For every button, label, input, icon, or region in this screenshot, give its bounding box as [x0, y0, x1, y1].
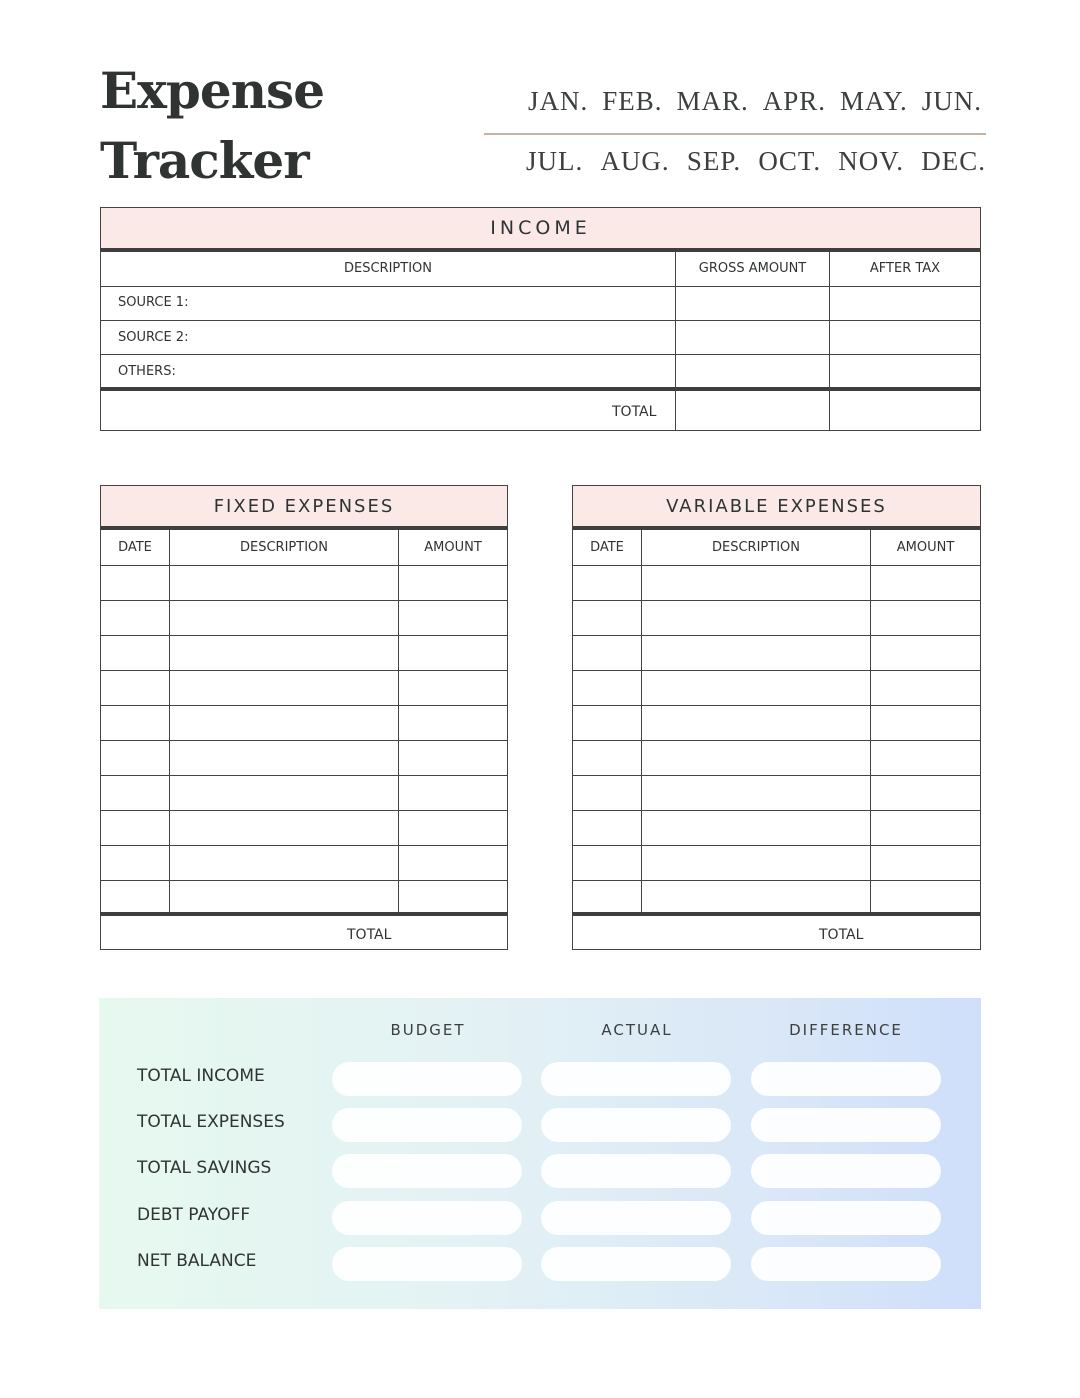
- table-cell[interactable]: [399, 566, 507, 600]
- table-cell[interactable]: [871, 671, 980, 705]
- fixed-col-amount: AMOUNT: [424, 540, 482, 555]
- total-savings-actual-field[interactable]: [541, 1154, 731, 1188]
- net-balance-difference-field[interactable]: [751, 1247, 941, 1281]
- fixed-total-divider: [101, 912, 507, 916]
- table-cell[interactable]: [399, 811, 507, 845]
- table-cell[interactable]: [871, 776, 980, 810]
- income-row-divider: [101, 354, 980, 355]
- table-cell[interactable]: [574, 671, 641, 705]
- summary-row-total-expenses: TOTAL EXPENSES: [137, 1112, 285, 1132]
- month-aug[interactable]: AUG.: [600, 146, 670, 176]
- table-cell[interactable]: [642, 601, 870, 635]
- table-cell[interactable]: [170, 776, 398, 810]
- table-cell[interactable]: [102, 566, 169, 600]
- table-cell[interactable]: [871, 811, 980, 845]
- month-jul[interactable]: JUL.: [526, 146, 584, 176]
- net-balance-budget-field[interactable]: [332, 1247, 522, 1281]
- income-row-source-2: SOURCE 2:: [118, 330, 189, 345]
- table-cell[interactable]: [399, 706, 507, 740]
- income-total-divider: [101, 387, 980, 391]
- table-cell[interactable]: [399, 881, 507, 912]
- income-col-after-tax: AFTER TAX: [869, 261, 941, 276]
- table-cell[interactable]: [170, 706, 398, 740]
- table-cell[interactable]: [170, 566, 398, 600]
- table-cell[interactable]: [574, 846, 641, 880]
- title-line-1: Expense: [100, 61, 325, 120]
- table-cell[interactable]: [102, 636, 169, 670]
- table-cell[interactable]: [642, 706, 870, 740]
- table-cell[interactable]: [170, 636, 398, 670]
- table-cell[interactable]: [399, 601, 507, 635]
- total-expenses-difference-field[interactable]: [751, 1108, 941, 1142]
- table-cell[interactable]: [399, 671, 507, 705]
- income-total-label: TOTAL: [612, 404, 657, 420]
- table-cell[interactable]: [170, 811, 398, 845]
- variable-expenses-heading: VARIABLE EXPENSES: [573, 486, 980, 530]
- table-cell[interactable]: [102, 881, 169, 912]
- income-col-gross: GROSS AMOUNT: [698, 261, 807, 276]
- income-row-source-1: SOURCE 1:: [118, 295, 189, 310]
- table-cell[interactable]: [170, 846, 398, 880]
- page-title: [100, 56, 324, 196]
- total-savings-difference-field[interactable]: [751, 1154, 941, 1188]
- summary-col-actual: ACTUAL: [601, 1021, 673, 1039]
- month-sep[interactable]: SEP.: [686, 146, 742, 176]
- table-cell[interactable]: [574, 741, 641, 775]
- table-cell[interactable]: [170, 601, 398, 635]
- table-cell[interactable]: [871, 846, 980, 880]
- table-cell[interactable]: [642, 776, 870, 810]
- debt-payoff-difference-field[interactable]: [751, 1201, 941, 1235]
- total-income-budget-field[interactable]: [332, 1062, 522, 1096]
- month-row-2: [526, 146, 986, 177]
- table-cell[interactable]: [642, 741, 870, 775]
- income-col-description: DESCRIPTION: [344, 261, 432, 276]
- total-income-actual-field[interactable]: [541, 1062, 731, 1096]
- fixed-col-description: DESCRIPTION: [240, 540, 328, 555]
- summary-col-budget: BUDGET: [390, 1021, 466, 1039]
- debt-payoff-actual-field[interactable]: [541, 1201, 731, 1235]
- table-cell[interactable]: [399, 776, 507, 810]
- table-cell[interactable]: [574, 566, 641, 600]
- summary-row-total-savings: TOTAL SAVINGS: [137, 1158, 272, 1178]
- table-cell[interactable]: [102, 846, 169, 880]
- summary-row-debt-payoff: DEBT PAYOFF: [137, 1205, 251, 1225]
- month-feb[interactable]: FEB.: [602, 86, 663, 116]
- month-row-1: [528, 86, 982, 117]
- income-col-divider: [829, 252, 830, 430]
- month-oct[interactable]: OCT.: [758, 146, 822, 176]
- table-cell[interactable]: [642, 881, 870, 912]
- table-cell[interactable]: [871, 601, 980, 635]
- income-row-divider: [101, 320, 980, 321]
- total-income-difference-field[interactable]: [751, 1062, 941, 1096]
- variable-total-label: TOTAL: [819, 927, 864, 943]
- table-cell[interactable]: [399, 741, 507, 775]
- table-cell[interactable]: [642, 636, 870, 670]
- table-cell[interactable]: [642, 566, 870, 600]
- variable-col-date: DATE: [590, 540, 624, 555]
- table-cell[interactable]: [102, 671, 169, 705]
- table-cell[interactable]: [871, 636, 980, 670]
- month-apr[interactable]: APR.: [762, 86, 826, 116]
- table-cell[interactable]: [642, 671, 870, 705]
- fixed-total-label: TOTAL: [347, 927, 392, 943]
- month-divider: [484, 133, 986, 135]
- table-cell[interactable]: [574, 636, 641, 670]
- variable-total-divider: [573, 912, 980, 916]
- total-expenses-actual-field[interactable]: [541, 1108, 731, 1142]
- table-cell[interactable]: [102, 811, 169, 845]
- fixed-col-date: DATE: [118, 540, 152, 555]
- table-cell[interactable]: [102, 741, 169, 775]
- month-may[interactable]: MAY.: [839, 86, 908, 116]
- income-heading: INCOME: [101, 208, 980, 252]
- table-cell[interactable]: [399, 846, 507, 880]
- variable-col-description: DESCRIPTION: [712, 540, 800, 555]
- table-cell[interactable]: [170, 881, 398, 912]
- net-balance-actual-field[interactable]: [541, 1247, 731, 1281]
- table-cell[interactable]: [574, 811, 641, 845]
- income-row-others: OTHERS:: [118, 364, 176, 379]
- table-cell[interactable]: [399, 636, 507, 670]
- total-expenses-budget-field[interactable]: [332, 1108, 522, 1142]
- month-jan[interactable]: JAN.: [528, 86, 589, 116]
- income-col-divider: [675, 252, 676, 430]
- month-mar[interactable]: MAR.: [676, 86, 749, 116]
- table-cell[interactable]: [170, 741, 398, 775]
- income-row-divider: [101, 286, 980, 287]
- table-cell[interactable]: [642, 811, 870, 845]
- table-cell[interactable]: [102, 601, 169, 635]
- fixed-expenses-heading: FIXED EXPENSES: [101, 486, 507, 530]
- summary-row-net-balance: NET BALANCE: [137, 1251, 257, 1271]
- title-line-2: Tracker: [100, 131, 309, 190]
- table-cell[interactable]: [871, 881, 980, 912]
- table-cell[interactable]: [574, 881, 641, 912]
- debt-payoff-budget-field[interactable]: [332, 1201, 522, 1235]
- table-cell[interactable]: [642, 846, 870, 880]
- variable-col-amount: AMOUNT: [896, 540, 955, 555]
- table-cell[interactable]: [871, 741, 980, 775]
- table-cell[interactable]: [102, 776, 169, 810]
- month-dec[interactable]: DEC.: [921, 146, 986, 176]
- table-cell[interactable]: [574, 601, 641, 635]
- summary-row-total-income: TOTAL INCOME: [137, 1066, 265, 1086]
- table-cell[interactable]: [574, 776, 641, 810]
- table-cell[interactable]: [170, 671, 398, 705]
- month-nov[interactable]: NOV.: [838, 146, 905, 176]
- month-jun[interactable]: JUN.: [921, 86, 982, 116]
- table-cell[interactable]: [871, 566, 980, 600]
- table-cell[interactable]: [871, 706, 980, 740]
- summary-col-difference: DIFFERENCE: [789, 1021, 903, 1039]
- table-cell[interactable]: [102, 706, 169, 740]
- total-savings-budget-field[interactable]: [332, 1154, 522, 1188]
- table-cell[interactable]: [574, 706, 641, 740]
